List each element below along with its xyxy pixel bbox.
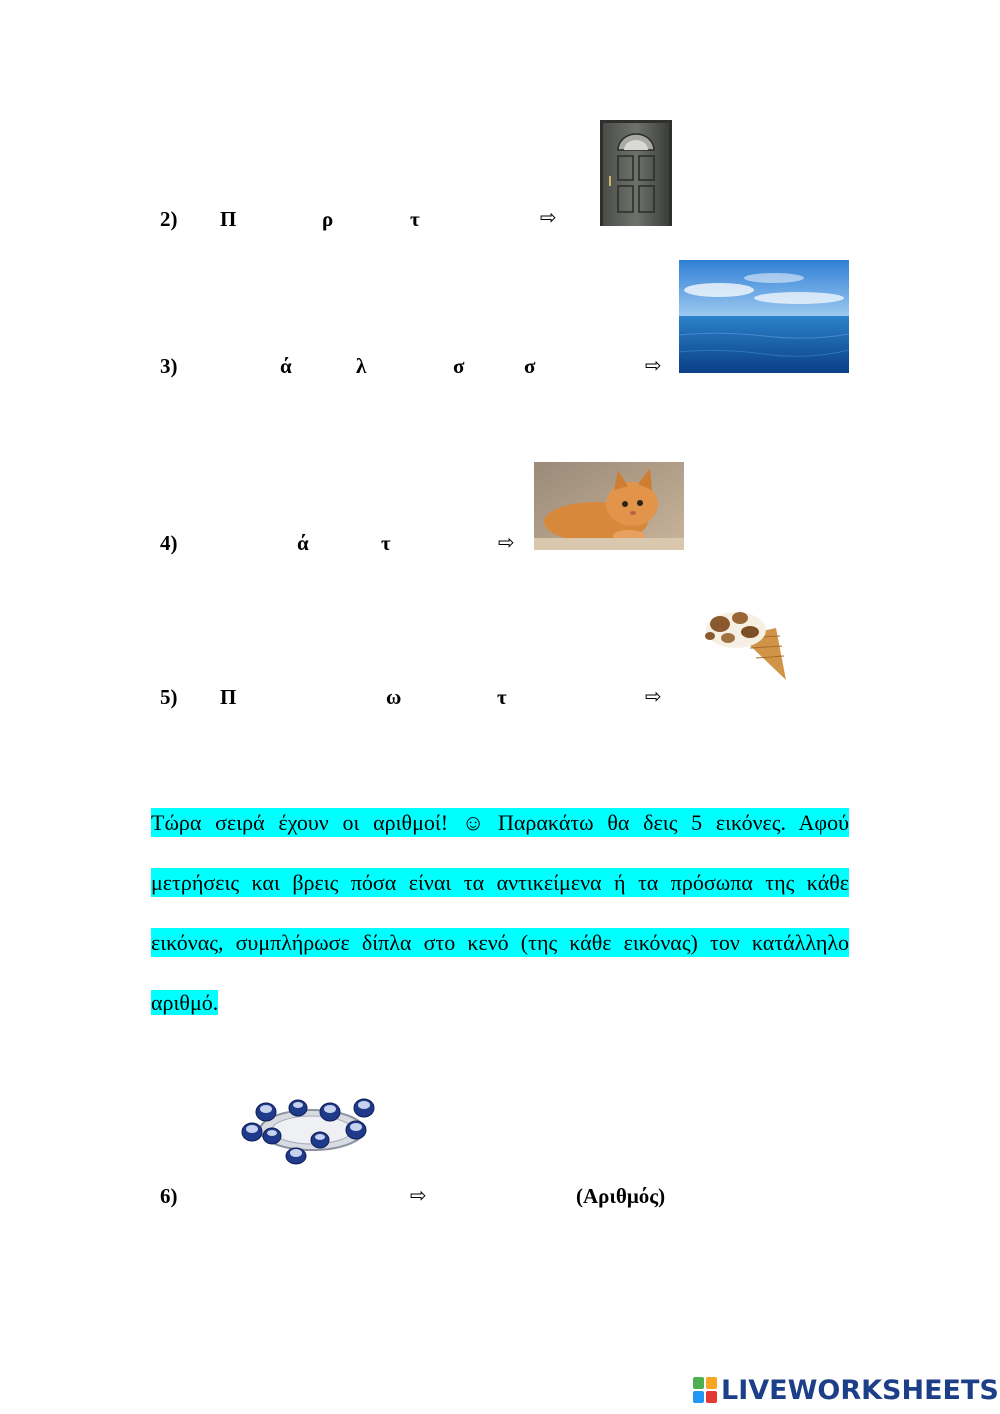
instruction-line: Τώρα σειρά έχουν οι αριθμοί! ☺ Παρακάτω θα δεις 5 εικόνες. Αφού [151, 810, 849, 835]
letter: Π [220, 207, 237, 231]
arrow-right-icon: ⇨ [540, 205, 557, 229]
instruction-line: αριθμό. [151, 990, 219, 1015]
arrow-right-icon: ⇨ [645, 353, 662, 377]
item-number: 4) [160, 531, 178, 555]
instructions [151, 808, 849, 1017]
letter: ά [280, 354, 292, 378]
number-label: (Αριθμός) [576, 1184, 666, 1208]
letter: ω [386, 685, 402, 709]
letter: σ [524, 354, 536, 378]
instruction-line: εικόνας, συμπλήρωσε δίπλα στο κενό (της κάθε εικόνας) τον κατάλληλο [151, 930, 849, 955]
instruction-line: μετρήσεις και βρεις πόσα είναι τα αντικείμενα ή τα πρόσωπα της κάθε [151, 870, 849, 895]
letter: τ [410, 207, 420, 231]
arrow-right-icon: ⇨ [410, 1183, 427, 1207]
letter: σ [453, 354, 465, 378]
letter: λ [356, 354, 367, 378]
sea-image [679, 260, 849, 373]
liveworksheets-logo [693, 1373, 999, 1407]
letter: Π [220, 685, 237, 709]
letter: τ [381, 531, 391, 555]
door-image [600, 120, 672, 226]
item-number: 2) [160, 207, 178, 231]
arrow-right-icon: ⇨ [645, 684, 662, 708]
letter: ά [297, 531, 309, 555]
item-number: 6) [160, 1184, 178, 1208]
arrow-right-icon: ⇨ [498, 530, 515, 554]
letter: τ [497, 685, 507, 709]
ice-cream-image [698, 606, 790, 682]
letter: ρ [322, 207, 334, 231]
item-number: 5) [160, 685, 178, 709]
logo-text: LIVEWORKSHEETS [721, 1374, 999, 1406]
logo-icon [693, 1377, 717, 1403]
item-number: 3) [160, 354, 178, 378]
pieces-image [240, 1094, 380, 1166]
cat-image [534, 462, 684, 550]
